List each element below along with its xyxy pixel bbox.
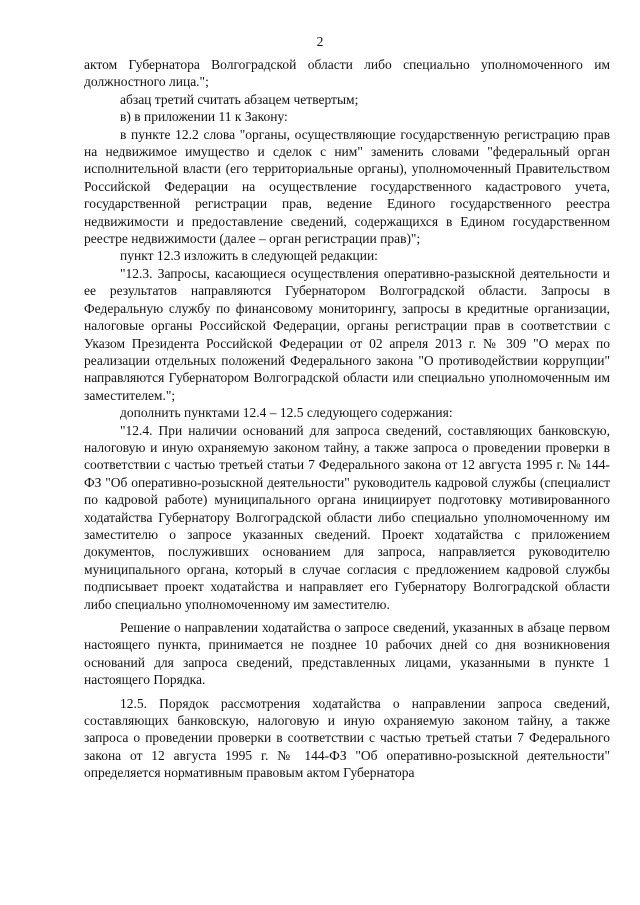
document-body <box>84 56 610 782</box>
paragraph-punkt-12-2: в пункте 12.2 слова "органы, осуществляющие государственную регистрацию прав на недвижимое имущество и сделок с ним" заменить словами "федеральный орган исполнительной власти (его территориальные органы), уполномоченный Правительством Российской Федерации на осуществление государственного кадастрового учета, государственной регистрации прав, ведение Единого государственного реестра недвижимости и предоставление сведений, содержащихся в Едином государственном реестре недвижимости (далее – орган регистрации прав)"; <box>84 126 610 247</box>
paragraph-reshenie: Решение о направлении ходатайства о запросе сведений, указанных в абзаце первом настоящего пункта, принимается не позднее 10 рабочих дней со дня возникновения оснований для запроса сведений, представленных лицами, указанными в пункте 1 настоящего Порядка. <box>84 620 610 688</box>
paragraph-prilozhenie-11: в) в приложении 11 к Закону: <box>120 109 288 125</box>
paragraph-punkt-12-3: "12.3. Запросы, касающиеся осуществления оперативно-разыскной деятельности и ее результатов направляются Губернатором Волгоградской области. Запросы в Федеральную службу по финансовому мониторингу, запросы в кредитные организации, налоговые органы Российской Федерации, органы регистрации прав в соответствии с Указом Президента Российской Федерации от 02 апреля 2013 г. № 309 "О мерах по реализации отдельных положений Федерального закона "О противодействии коррупции" направляются Губернатором Волгоградской области или специально уполномоченным им заместителем."; <box>84 265 610 403</box>
paragraph-continuation: актом Губернатора Волгоградской области либо специально уполномоченного им должностного лица."; <box>84 57 610 90</box>
paragraph-punkt-12-5: 12.5. Порядок рассмотрения ходатайства о направлении запроса сведений, составляющих банковскую, налоговую и иную охраняемую законом тайну, а также запроса о проведении проверки в соответствии с частью третьей статьи 7 Федерального закона от 12 августа 1995 г. № 144-ФЗ "Об оперативно-розыскной деятельности" определяется нормативным правовым актом Губернатора <box>84 695 610 781</box>
paragraph-punkt-12-4: "12.4. При наличии оснований для запроса сведений, составляющих банковскую, налоговую и иную охраняемую законом тайну, а также запроса о проведении проверки в соответствии с частью третьей статьи 7 Федерального закона от 12 августа 1995 г. № 144-ФЗ "Об оперативно-розыскной деятельности" руководитель кадровой службы (специалист по кадровой работе) муниципального органа инициирует подготовку мотивированного ходатайства Губернатору Волгоградской области либо специально уполномоченному им заместителю о запросе указанных сведений. Проект ходатайства с приложением документов, послуживших основанием для запроса, направляется руководителю муниципального органа, который в случае согласия с предложением кадровой службы подписывает проект ходатайства и направляет его Губернатору Волгоградской области либо специально уполномоченному им заместителю. <box>84 422 610 612</box>
page-number: 2 <box>316 34 324 49</box>
paragraph-abzac-tretij: абзац третий считать абзацем четвертым; <box>120 91 359 107</box>
paragraph-punkty-12-4-12-5-intro: дополнить пунктами 12.4 – 12.5 следующего содержания: <box>120 405 453 421</box>
paragraph-punkt-12-3-intro: пункт 12.3 изложить в следующей редакции: <box>120 248 378 264</box>
